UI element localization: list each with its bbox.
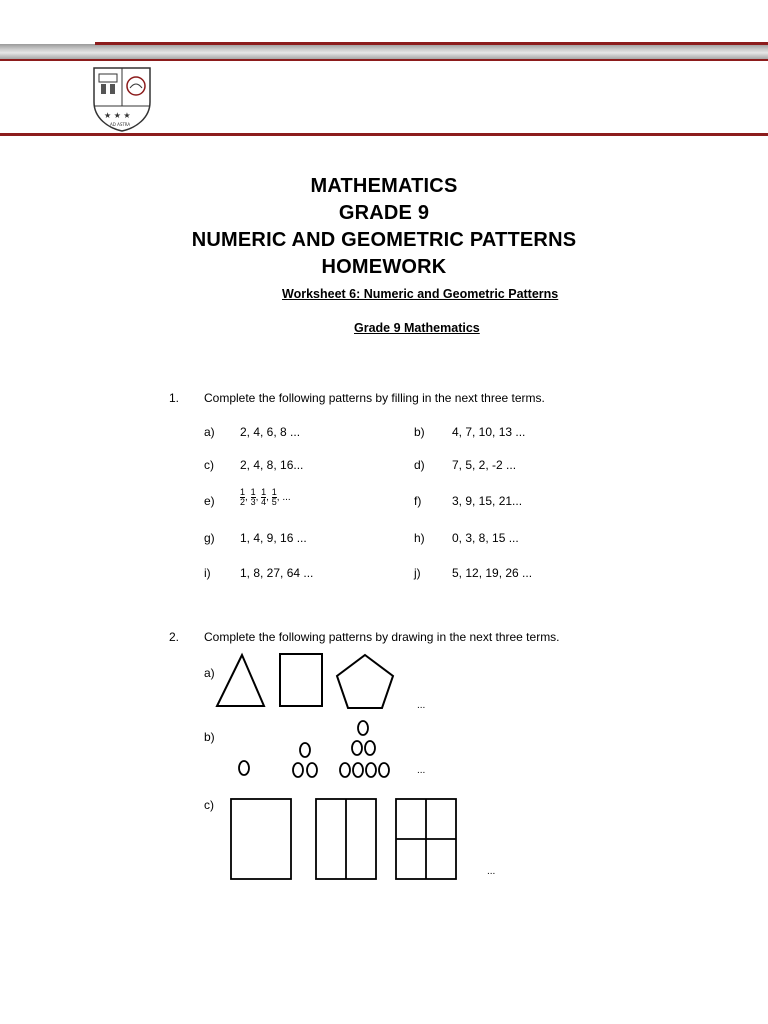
q1-value-h: 0, 3, 8, 15 ... — [452, 531, 519, 545]
circle-term1 — [239, 761, 249, 775]
q1-label-b: b) — [414, 425, 425, 439]
header-band — [0, 44, 768, 60]
circle-term2-top — [300, 743, 310, 757]
q1-label-j: j) — [414, 566, 421, 580]
school-crest-logo — [90, 66, 154, 132]
pattern-a-shapes — [212, 650, 422, 715]
circle-term3-bottom-3 — [366, 763, 376, 777]
document-title-block — [0, 173, 768, 281]
q1-label-a: a) — [204, 425, 215, 439]
circle-term3-top — [358, 721, 368, 735]
pattern-b-ellipsis: ... — [417, 765, 426, 776]
fraction-4: $\frac{1}{5}$ — [271, 487, 277, 507]
header-rule-bottom — [0, 133, 768, 136]
circle-term3-mid-right — [365, 741, 375, 755]
q2-label-c: c) — [204, 798, 214, 812]
question-1-prompt: Complete the following patterns by filling in the next three terms. — [204, 391, 545, 405]
circle-term3-bottom-4 — [379, 763, 389, 777]
q1-value-g: 1, 4, 9, 16 ... — [240, 531, 307, 545]
q1-label-c: c) — [204, 458, 214, 472]
triangle-shape — [217, 655, 264, 706]
fraction-ellipsis: ... — [282, 492, 291, 503]
title-line-topic: NUMERIC AND GEOMETRIC PATTERNS — [191, 229, 577, 251]
title-line-type: HOMEWORK — [321, 256, 447, 278]
rectangle-term1 — [231, 799, 291, 879]
pattern-a-ellipsis: ... — [417, 700, 426, 711]
q1-value-c: 2, 4, 8, 16... — [240, 458, 304, 472]
q1-label-d: d) — [414, 458, 425, 472]
q1-label-e: e) — [204, 494, 215, 508]
pattern-c-rectangles — [228, 796, 463, 882]
header-rule-top — [95, 42, 768, 45]
svg-text:★ ★ ★: ★ ★ ★ — [104, 111, 131, 120]
q1-label-i: i) — [204, 566, 211, 580]
circle-term3-bottom-2 — [353, 763, 363, 777]
q1-value-b: 4, 7, 10, 13 ... — [452, 425, 526, 439]
q1-value-e-fractions: $\frac{1}{2}$ , $\frac{1}{3}$ , $\frac{1}{4}$ , $\frac{1}{5}$ , ... — [240, 487, 291, 507]
q1-label-h: h) — [414, 531, 425, 545]
pattern-c-ellipsis: ... — [487, 866, 496, 877]
pattern-b-circles — [230, 715, 400, 781]
worksheet-title: Worksheet 6: Numeric and Geometric Patterns — [282, 287, 559, 301]
square-shape — [280, 654, 322, 706]
circle-term3-bottom-1 — [340, 763, 350, 777]
header-rule-mid — [0, 59, 768, 61]
q1-label-f: f) — [414, 494, 422, 508]
crest-motto: AD ASTRA — [110, 122, 131, 127]
question-2-number: 2. — [169, 630, 180, 644]
fraction-1: $\frac{1}{2}$ — [240, 487, 246, 507]
circle-term3-mid-left — [352, 741, 362, 755]
q1-label-g: g) — [204, 531, 215, 545]
fraction-3: $\frac{1}{4}$ — [261, 487, 267, 507]
q1-value-d: 7, 5, 2, -2 ... — [452, 458, 517, 472]
worksheet-subtitle: Grade 9 Mathematics — [354, 321, 480, 335]
q1-value-a: 2, 4, 6, 8 ... — [240, 425, 301, 439]
circle-term2-left — [293, 763, 303, 777]
title-line-subject: MATHEMATICS — [310, 175, 458, 197]
question-2-prompt: Complete the following patterns by drawing in the next three terms. — [204, 630, 560, 644]
q1-value-i: 1, 8, 27, 64 ... — [240, 566, 314, 580]
q2-label-a: a) — [204, 666, 215, 680]
question-1-number: 1. — [169, 391, 180, 405]
circle-term2-right — [307, 763, 317, 777]
q1-value-j: 5, 12, 19, 26 ... — [452, 566, 533, 580]
q1-value-f: 3, 9, 15, 21... — [452, 494, 523, 508]
q2-label-b: b) — [204, 730, 215, 744]
title-line-grade: GRADE 9 — [338, 202, 430, 224]
pentagon-shape — [337, 655, 393, 708]
fraction-2: $\frac{1}{3}$ — [250, 487, 256, 507]
